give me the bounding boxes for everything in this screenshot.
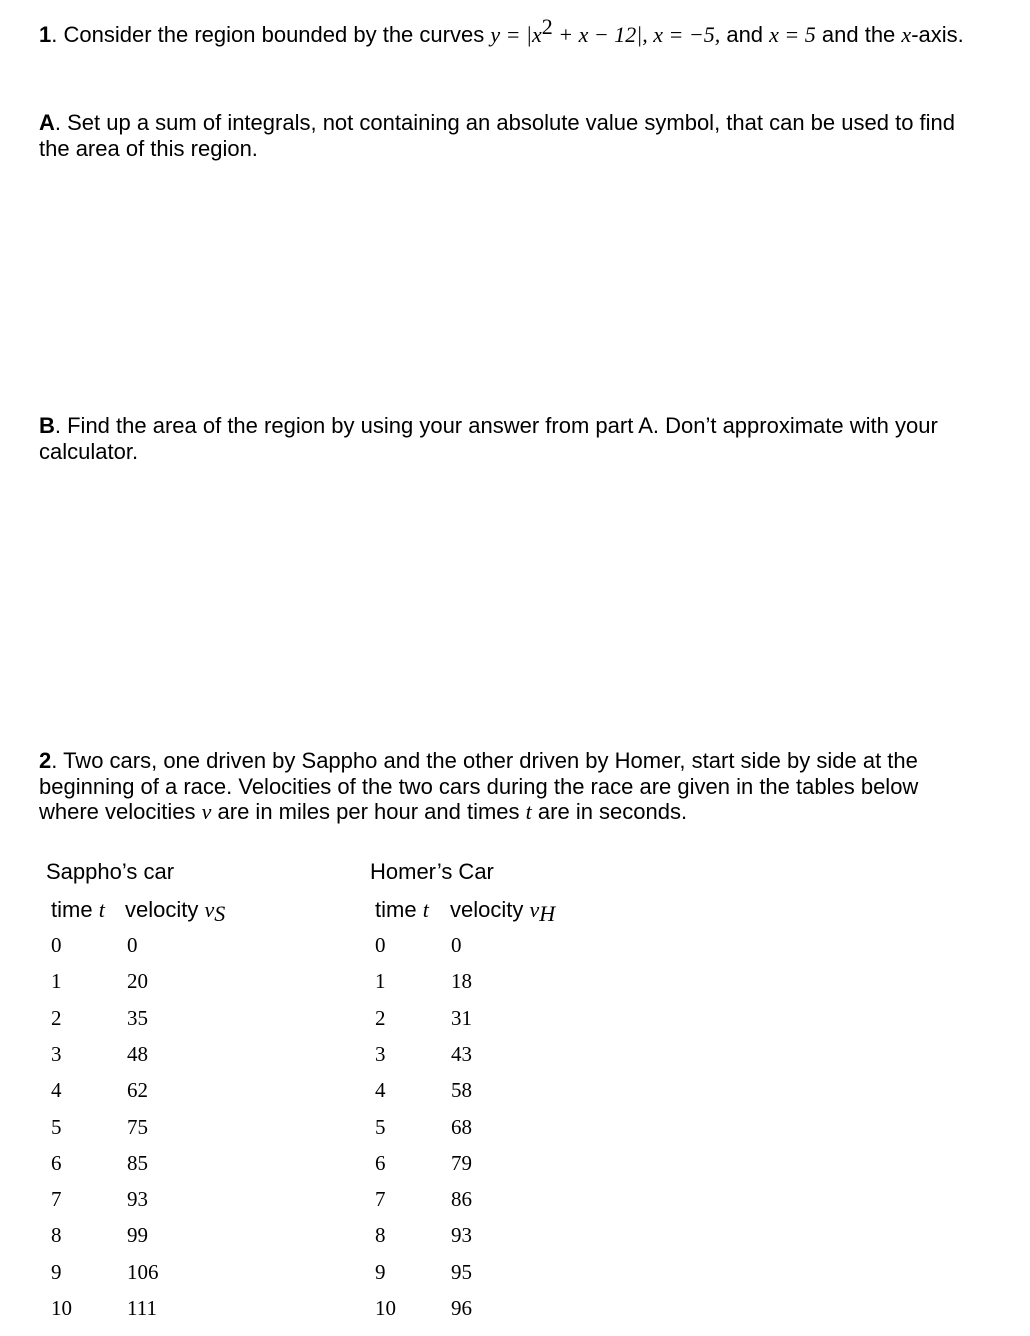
homer-time-cell: 6 <box>375 1151 386 1175</box>
sappho-time-cell: 5 <box>51 1115 62 1139</box>
sappho-time-header <box>51 897 105 923</box>
velocity-label: velocity <box>450 897 530 922</box>
problem-2-text-2: are in miles per hour and times <box>211 799 526 824</box>
homer-time-cell: 2 <box>375 1006 386 1030</box>
curve-equation <box>490 14 721 47</box>
homer-time-cell: 3 <box>375 1042 386 1066</box>
sappho-time-cell: 3 <box>51 1042 62 1066</box>
velocity-label: velocity <box>125 897 205 922</box>
part-a-prompt <box>39 110 979 161</box>
homer-velocity-cell: 68 <box>451 1115 472 1139</box>
sappho-time-cell: 7 <box>51 1187 62 1211</box>
homer-velocity-header <box>450 897 556 926</box>
time-var: t <box>422 897 429 922</box>
velocity-var: v <box>529 897 540 922</box>
homer-time-cell: 9 <box>375 1260 386 1284</box>
and-word-1: and <box>720 22 770 47</box>
velocity-subscript: S <box>214 901 226 926</box>
homer-time-cell: 7 <box>375 1187 386 1211</box>
sappho-velocity-cell: 20 <box>127 969 148 993</box>
homer-time-cell: 1 <box>375 969 386 993</box>
sappho-time-cell: 8 <box>51 1223 62 1247</box>
time-var: t <box>98 897 105 922</box>
t-variable: t <box>525 799 532 824</box>
velocity-var: v <box>204 897 215 922</box>
part-a-label: A <box>39 110 55 135</box>
sappho-table-title: Sappho’s car <box>46 859 175 884</box>
sappho-velocity-cell: 62 <box>127 1078 148 1102</box>
sappho-time-cell: 4 <box>51 1078 62 1102</box>
problem-1-intro: . Consider the region bounded by the curves <box>51 22 491 47</box>
sappho-velocity-cell: 93 <box>127 1187 148 1211</box>
problem-2-statement <box>39 748 979 825</box>
homer-velocity-cell: 96 <box>451 1296 472 1320</box>
sappho-time-cell: 10 <box>51 1296 72 1320</box>
part-a-text: . Set up a sum of integrals, not containing an absolute value symbol, that can be used to find the area of this region. <box>39 110 956 161</box>
homer-time-cell: 4 <box>375 1078 386 1102</box>
curve-y-eq: y = |x <box>490 22 542 47</box>
homer-velocity-cell: 95 <box>451 1260 472 1284</box>
x-axis-variable: x <box>901 22 912 47</box>
homer-time-cell: 5 <box>375 1115 386 1139</box>
time-label: time <box>51 897 99 922</box>
problem-2-text-1: . Two cars, one driven by Sappho and the other driven by Homer, start side by side at the beginning of a race. Velocities of the two cars during the race are given in the tables below where velocities <box>39 748 919 824</box>
homer-time-cell: 0 <box>375 933 386 957</box>
sappho-time-cell: 2 <box>51 1006 62 1030</box>
time-label: time <box>375 897 423 922</box>
homer-velocity-cell: 18 <box>451 969 472 993</box>
homer-time-header <box>375 897 429 923</box>
part-b-prompt <box>39 413 979 464</box>
sappho-time-cell: 1 <box>51 969 62 993</box>
curve-rest: + x − 12|, x = −5, <box>552 22 721 47</box>
curve-exponent: 2 <box>541 14 553 39</box>
sappho-time-cell: 6 <box>51 1151 62 1175</box>
problem-2-number: 2 <box>39 748 52 773</box>
axis-suffix: -axis. <box>911 22 964 47</box>
and-the-words: and the <box>815 22 902 47</box>
v-variable: v <box>201 799 212 824</box>
homer-table-title: Homer’s Car <box>370 859 494 884</box>
homer-velocity-cell: 0 <box>451 933 462 957</box>
part-b-text: . Find the area of the region by using your answer from part A. Don’t approximate with your calculator. <box>39 413 938 464</box>
sappho-velocity-cell: 48 <box>127 1042 148 1066</box>
sappho-velocity-cell: 111 <box>127 1296 157 1320</box>
sappho-velocity-cell: 99 <box>127 1223 148 1247</box>
homer-velocity-cell: 43 <box>451 1042 472 1066</box>
sappho-velocity-header <box>125 897 226 926</box>
homer-velocity-cell: 79 <box>451 1151 472 1175</box>
homer-velocity-cell: 86 <box>451 1187 472 1211</box>
sappho-velocity-cell: 106 <box>127 1260 159 1284</box>
sappho-velocity-cell: 75 <box>127 1115 148 1139</box>
sappho-velocity-cell: 35 <box>127 1006 148 1030</box>
problem-1-number: 1 <box>39 22 52 47</box>
x-eq-5: x = 5 <box>769 22 816 47</box>
homer-velocity-cell: 31 <box>451 1006 472 1030</box>
homer-time-cell: 10 <box>375 1296 396 1320</box>
sappho-velocity-cell: 0 <box>127 933 138 957</box>
homer-velocity-cell: 93 <box>451 1223 472 1247</box>
sappho-time-cell: 0 <box>51 933 62 957</box>
homer-time-cell: 8 <box>375 1223 386 1247</box>
sappho-time-cell: 9 <box>51 1260 62 1284</box>
homer-velocity-cell: 58 <box>451 1078 472 1102</box>
problem-2-text-3: are in seconds. <box>531 799 688 824</box>
part-b-label: B <box>39 413 55 438</box>
velocity-subscript: H <box>539 901 556 926</box>
problem-1-statement <box>39 14 979 48</box>
sappho-velocity-cell: 85 <box>127 1151 148 1175</box>
